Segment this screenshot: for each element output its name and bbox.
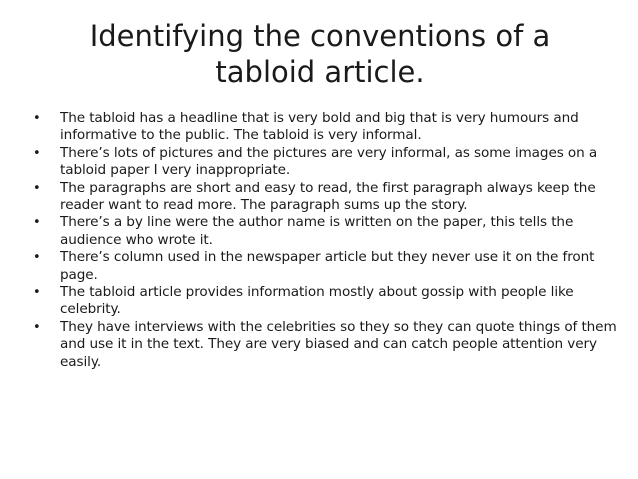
- bullet-icon: •: [33, 250, 41, 266]
- bullet-icon: •: [33, 180, 41, 196]
- bullet-list: [33, 110, 623, 371]
- bullet-text: The tabloid has a headline that is very bold and big that is very humours and informative to the public. The tabloid is very informal.: [60, 110, 579, 144]
- bullet-icon: •: [33, 111, 41, 126]
- list-item: [33, 110, 623, 145]
- bullet-text: The paragraphs are short and easy to read, the first paragraph always keep the reader want to read more. The paragraph sums up the story.: [60, 179, 596, 214]
- bullet-text: The tabloid article provides information mostly about gossip with people like celebrity.: [60, 284, 574, 318]
- bullet-text: There’s lots of pictures and the pictures are very informal, as some images on a tabloid paper I very inappropriate.: [60, 144, 598, 179]
- list-item: [33, 214, 623, 249]
- list-item: [33, 145, 623, 180]
- list-item: [33, 284, 623, 319]
- list-item: [33, 319, 623, 371]
- list-item: [33, 180, 623, 215]
- bullet-text: They have interviews with the celebrities so they so they can quote things of them and use it in the text. They are very biased and can catch people attention very easily.: [60, 318, 617, 370]
- bullet-text: There’s column used in the newspaper article but they never use it on the front page.: [60, 249, 595, 283]
- bullet-icon: •: [33, 215, 41, 231]
- bullet-icon: •: [33, 319, 41, 335]
- bullet-icon: •: [33, 145, 41, 161]
- bullet-icon: •: [33, 285, 41, 301]
- bullet-text: There’s a by line were the author name is written on the paper, this tells the audience who wrote it.: [60, 214, 574, 248]
- slide-title: Identifying the conventions of a tabloid article.: [89, 19, 551, 89]
- list-item: [33, 249, 623, 284]
